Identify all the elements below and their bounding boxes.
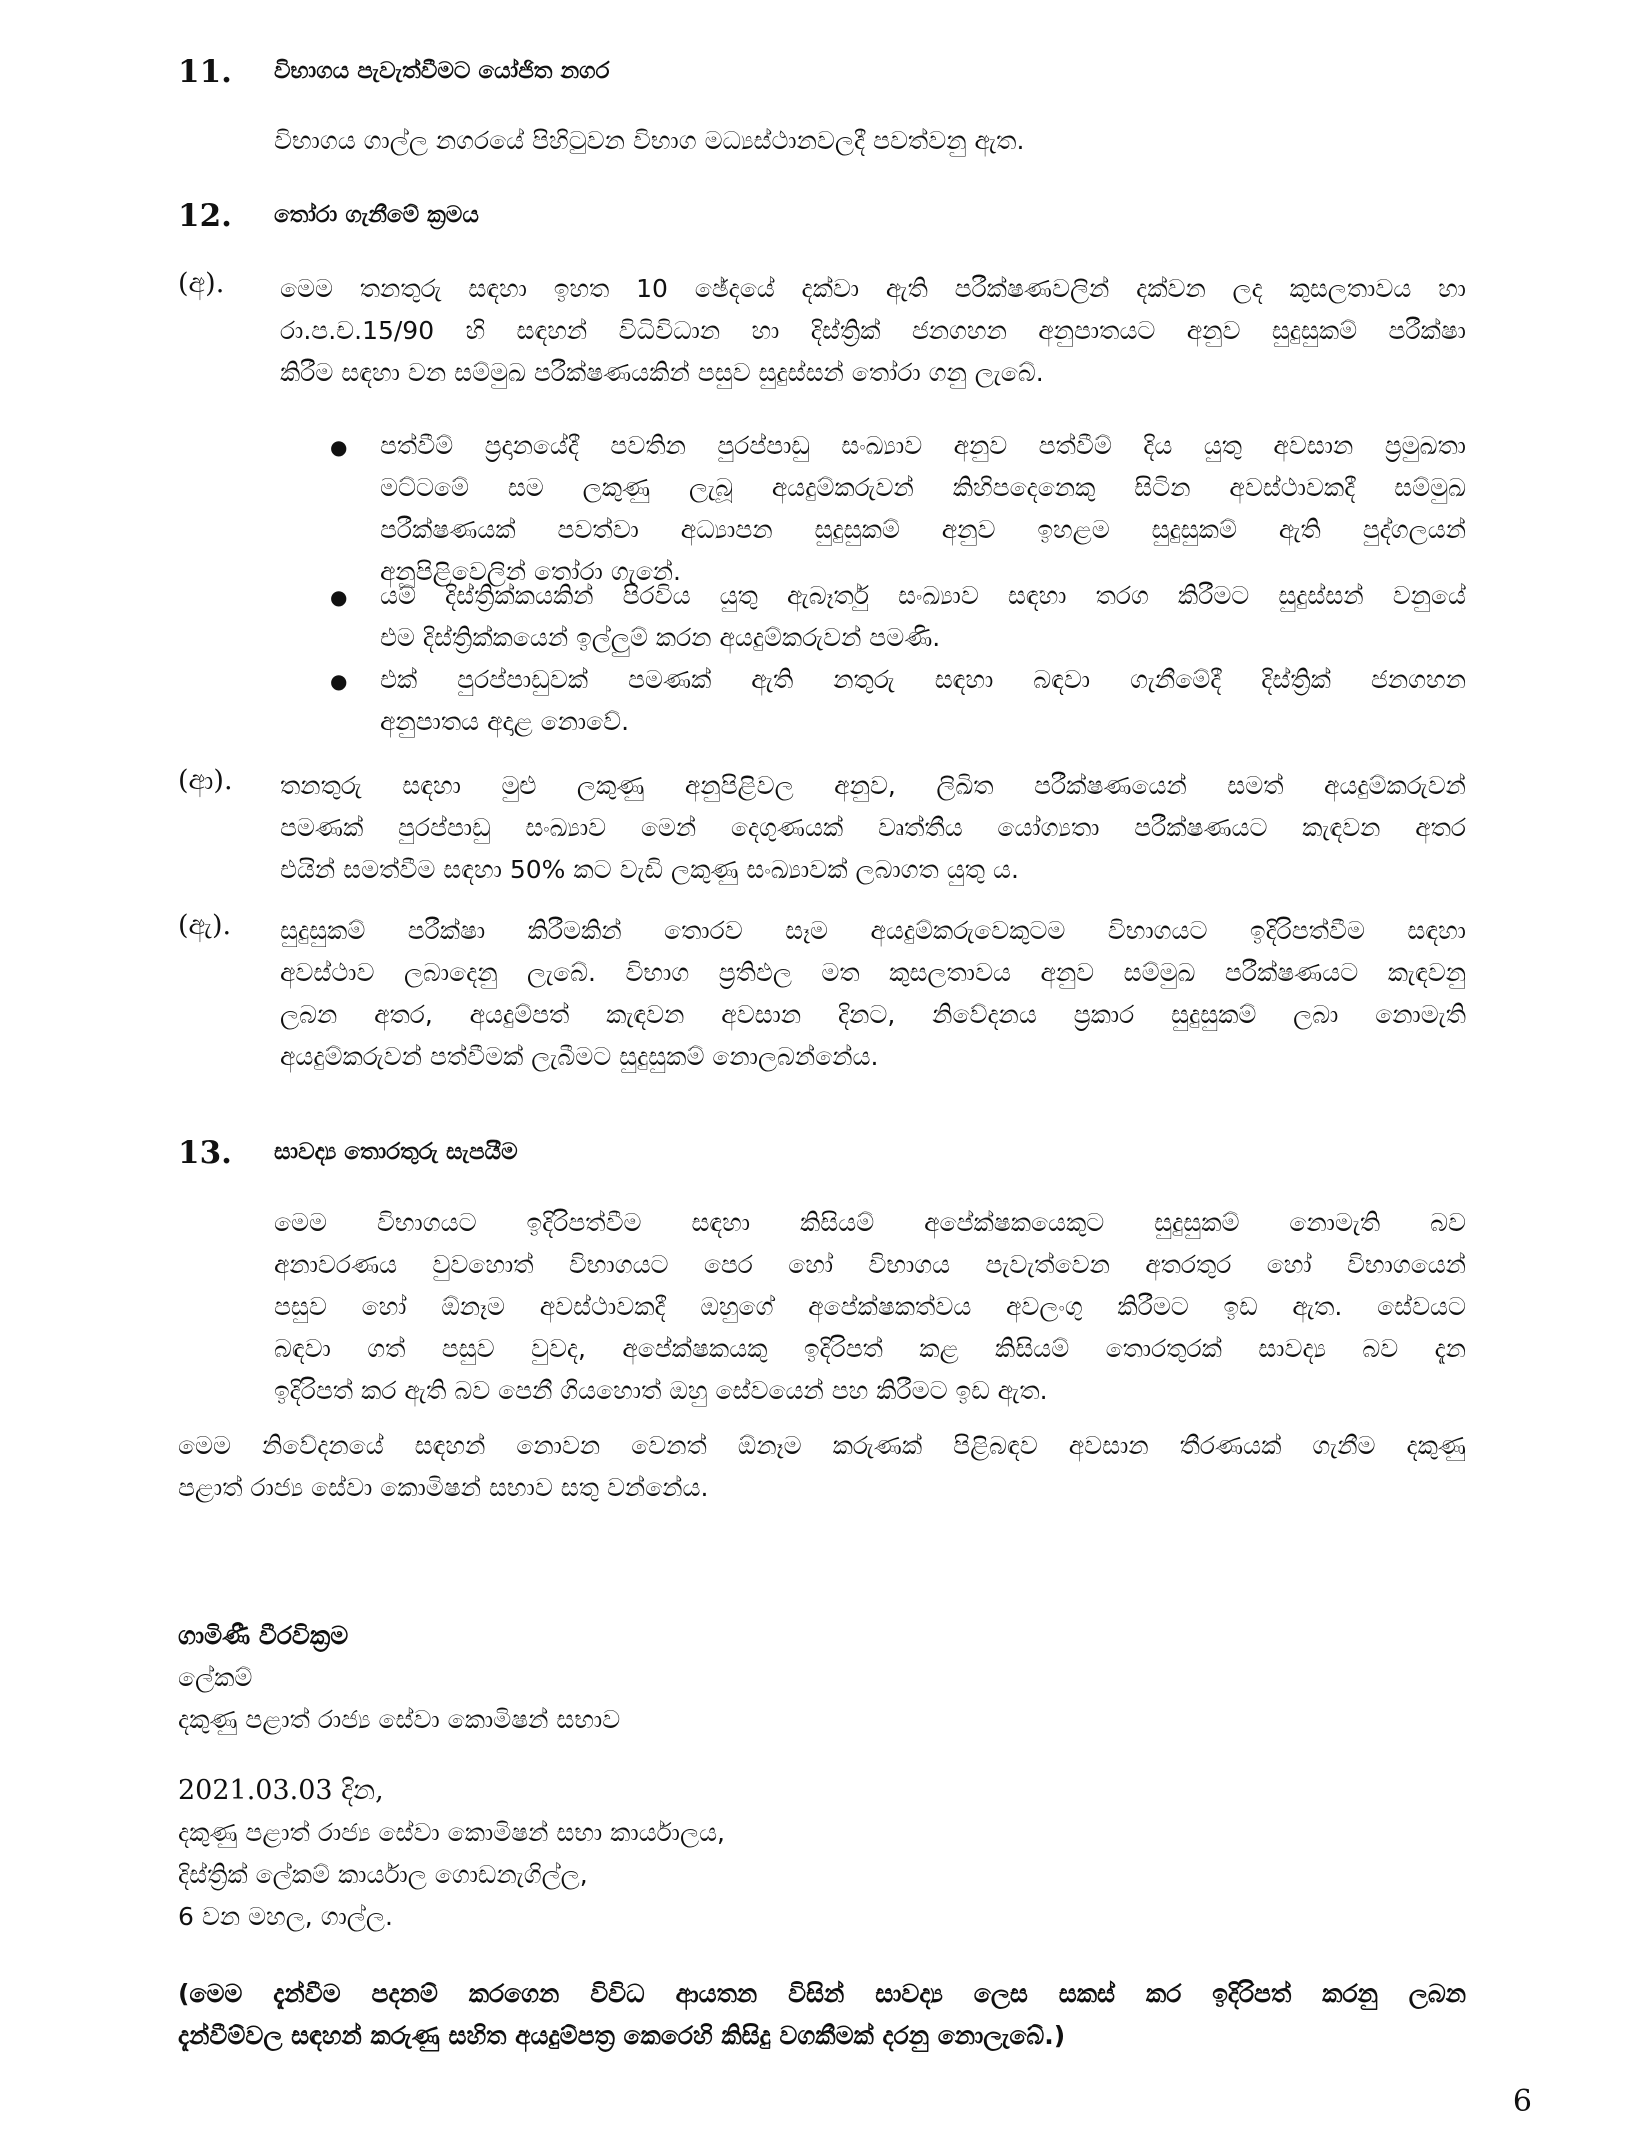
text-line: මට්ටමේ සම ලකුණු ලැබූ අයදුම්කරුවන් කිහිපදෙනෙකු සිටින අවස්ථාවකදී සම්මුඛ xyxy=(380,473,1466,502)
page-number: 6 xyxy=(1512,2084,1532,2119)
issue-date: 2021.03.03 දින, xyxy=(178,1775,384,1806)
section-number: 12. xyxy=(178,198,232,234)
bullet-1-body xyxy=(380,425,1466,593)
address-block xyxy=(178,1770,725,1938)
bullet-icon: ● xyxy=(330,669,348,693)
text-line: ලබන අතර, අයදුම්පත් කැඳවන අවසාන දිනට, නිවේදනය ප්‍රකාර සුදුසුකම් ලබා නොමැති xyxy=(280,1000,1466,1029)
text-line: මෙම විභාගයට ඉදිරිපත්වීම සඳහා කිසියම් අපේක්ෂකයෙකුට සුදුසුකම් නොමැති බව xyxy=(274,1208,1466,1237)
signatory-name: ගාමිණී වීරවික්‍රම xyxy=(178,1621,349,1650)
section-title: තෝරා ගැනීමේ ක්‍රමය xyxy=(274,202,479,228)
bullet-icon: ● xyxy=(330,435,348,459)
clause-label-aa: (ආ). xyxy=(178,765,233,796)
text-line: යම් දිස්ත්‍රික්කයකින් පිරවිය යුතු ඇබෑර්තු සංඛ්‍යාව සඳහා තරග කිරීමට සුදුස්සන් වනුයේ xyxy=(380,581,1466,610)
section-number: 13. xyxy=(178,1135,232,1171)
bullet-3-body xyxy=(380,659,1466,743)
text-line: කිරීම සඳහා වන සම්මුඛ පරීක්ෂණයකින් පසුව සුදුස්සන් තෝරා ගනු ලැබේ. xyxy=(280,358,1044,387)
text-line: බඳවා ගත් පසුව වුවද, අපේක්ෂකයකු ඉදිරිපත් කළ කිසියම් තොරතුරක් සාවද්‍ය බව දැන xyxy=(274,1334,1466,1363)
text-line: පත්වීම් ප්‍රදානයේදී පවතින පුරප්පාඩු සංඛ්‍යාව අනුව පත්වීම් දිය යුතු අවසාන ප්‍රමුඛතා xyxy=(380,431,1466,460)
text-line: එයින් සමත්වීම සඳහා 50% කට වැඩි ලකුණු සංඛ්‍යාවක් ලබාගත යුතු ය. xyxy=(280,855,1019,884)
text-line: පළාත් රාජ්‍ය සේවා කොමිෂන් සභාව සතු වන්නේය. xyxy=(178,1473,709,1502)
section-11-body xyxy=(274,120,1474,162)
address-line: 6 වන මහල, ගාල්ල. xyxy=(178,1902,393,1931)
text-line: ඉදිරිපත් කර ඇති බව පෙනී ගියහොත් ඔහු සේවයෙන් පහ කිරීමට ඉඩ ඇත. xyxy=(274,1376,1048,1405)
text-line: පරීක්ෂණයක් පවත්වා අධ්‍යාපන සුදුසුකම් අනුව ඉහළම සුදුසුකම් ඇති පුද්ගලයන් xyxy=(380,515,1466,544)
text-line: (මෙම දැන්වීම පදනම් කරගෙන විවිධ ආයතන විසින් සාවද්‍ය ලෙස සකස් කර ඉදිරිපත් කරනු ලබන xyxy=(178,1979,1466,2008)
text-line: පමණක් පුරප්පාඩු සංඛ්‍යාව මෙන් දෙගුණයක් වෘත්තීය යෝග්‍යතා පරීක්ෂණයට කැඳවන අතර xyxy=(280,813,1466,842)
text-line: අයදුම්කරුවන් පත්වීමක් ලැබීමට සුදුසුකම් නොලබන්නේය. xyxy=(280,1042,879,1071)
text-line: අනුපාතය අදාළ නොවේ. xyxy=(380,707,630,736)
text-line: පසුව හෝ ඕනෑම අවස්ථාවකදී ඔහුගේ අපේක්ෂකත්වය අවලංගු කිරීමට ඉඩ ඇත. සේවයට xyxy=(274,1292,1466,1321)
signatory-organization: දකුණු පළාත් රාජ්‍ය සේවා කොමිෂන් සභාව xyxy=(178,1705,621,1734)
signature-block xyxy=(178,1615,620,1741)
text-line: විභාගය ගාල්ල නගරයේ පිහිටුවන විභාග මධ්‍යස්ථානවලදී පවත්වනු ඇත. xyxy=(274,126,1025,155)
text-line: රා.ප.ච.15/90 හි සඳහන් විධිවිධාන හා දිස්ත්‍රික් ජනගහන අනුපාතයට අනුව සුදුසුකම් පරීක්ෂා xyxy=(280,316,1466,345)
address-line: දිස්ත්‍රික් ලේකම් කාර්යාල ගොඩනැගිල්ල, xyxy=(178,1860,588,1889)
disclaimer-note xyxy=(178,1973,1466,2057)
text-line: අවස්ථාව ලබාදෙනු ලැබේ. විභාග ප්‍රතිඵල මත කුසලතාවය අනුව සම්මුඛ පරීක්ෂණයට කැඳවනු xyxy=(280,958,1466,987)
text-line: මෙම තනතුරු සඳහා ඉහත 10 ඡේදයේ දක්වා ඇති පරීක්ෂණවලින් දක්වන ලද කුසලතාවය හා xyxy=(280,274,1466,303)
text-line: අනුපිළිවෙලින් තෝරා ගැනේ. xyxy=(380,557,681,586)
address-line: දකුණු පළාත් රාජ්‍ය සේවා කොමිෂන් සභා කාර්යාලය, xyxy=(178,1818,726,1847)
text-line: මෙම නිවේදනයේ සඳහන් නොවන වෙනත් ඕනෑම කරුණක් පිළිබඳව අවසාන තීරණයක් ගැනීම දකුණු xyxy=(178,1431,1466,1460)
closing-paragraph xyxy=(178,1425,1466,1509)
clause-label-a: (අ). xyxy=(178,268,225,299)
signatory-designation: ලේකම් xyxy=(178,1663,253,1692)
section-13-body xyxy=(274,1202,1466,1412)
text-line: සුදුසුකම් පරීක්ෂා කිරීමකින් තොරව සෑම අයදුම්කරුවෙකුටම විභාගයට ඉදිරිපත්වීම සඳහා xyxy=(280,916,1466,945)
text-line: අනාවරණය වුවහොත් විභාගයට පෙර හෝ විභාගය පැවැත්වෙන අතරතුර හෝ විභාගයෙන් xyxy=(274,1250,1466,1279)
text-line: එම දිස්ත්‍රික්කයෙන් ඉල්ලුම් කරන අයදුම්කරුවන් පමණි. xyxy=(380,623,941,652)
clause-label-ae: (ඇ). xyxy=(178,910,232,941)
clause-aa-body xyxy=(280,765,1466,891)
text-line: එක් පුරප්පාඩුවක් පමණක් ඇති නතුරු සඳහා බඳවා ගැනීමේදී දිස්ත්‍රික් ජනගහන xyxy=(380,665,1466,694)
text-line: තනතුරු සඳහා මුළු ලකුණු අනුපිළිවල අනුව, ලිඛිත පරීක්ෂණයෙන් සමත් අයදුම්කරුවන් xyxy=(280,771,1466,800)
section-number: 11. xyxy=(178,54,232,90)
clause-a-body xyxy=(280,268,1466,394)
bullet-2-body xyxy=(380,575,1466,659)
bullet-icon: ● xyxy=(330,585,348,609)
text-line: දැන්වීම්වල සඳහන් කරුණු සහිත අයදුම්පත්‍ර කෙරෙහි කිසිදු වගකීමක් දරනු නොලැබේ.) xyxy=(178,2021,1066,2050)
clause-ae-body xyxy=(280,910,1466,1078)
section-title: විභාගය පැවැත්වීමට යෝජිත නගර xyxy=(274,58,610,84)
section-title: සාවද්‍ය තොරතුරු සැපයීම xyxy=(274,1139,518,1165)
